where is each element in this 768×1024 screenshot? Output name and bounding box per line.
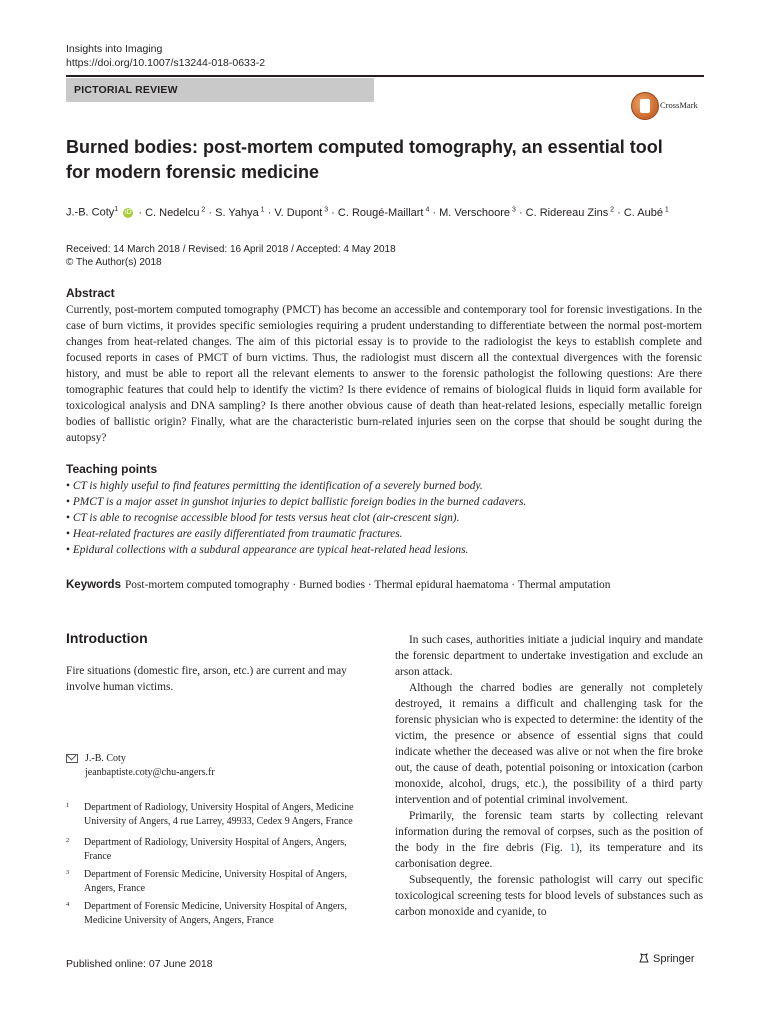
published-online: Published online: 07 June 2018 [66, 958, 213, 970]
body-paragraph: Although the charred bodies are generally not completely destroyed, it remains a difficult and challenging task for the forensic physician who is expected to determine: the identity of the victim, the presence or absence of essential signs that could indicate whether the deceased was alive or not when the fire broke out, the cause of death, potential poisoning or intoxication (carbon monoxide, alcohol, drugs, etc.), the possibility of a third party intervention and of potential criminal involvement. [395, 682, 703, 806]
author-rest [138, 207, 669, 219]
teaching-points-heading: Teaching points [66, 462, 158, 476]
author-separator: · [138, 206, 146, 219]
doi-link[interactable]: https://doi.org/10.1007/s13244-018-0633-2 [66, 57, 266, 69]
body-paragraph: In such cases, authorities initiate a judicial inquiry and mandate the forensic department to undertake investigation and exclude an arson attack. [395, 634, 703, 678]
body-right-column [395, 632, 703, 920]
author-affil-num: 2 [608, 206, 615, 213]
keywords [66, 577, 610, 593]
correspondence-email[interactable]: jeanbaptiste.coty@chu-angers.fr [85, 767, 215, 778]
author-separator: · [515, 206, 526, 219]
teaching-point: • CT is able to recognise accessible blood for tests versus heat clot (air-crescent sign). [66, 512, 460, 524]
author-affil-num: 1 [662, 206, 669, 213]
author-affil-num: 4 [423, 206, 430, 213]
abstract-heading: Abstract [66, 286, 115, 300]
author-affil-num: 2 [199, 206, 206, 213]
crossmark-badge[interactable] [631, 92, 703, 122]
teaching-points-list [66, 478, 702, 558]
figure-link[interactable]: 1 [569, 842, 576, 854]
crossmark-label: CrossMark [660, 100, 698, 110]
affiliation-number: 4 [66, 901, 70, 908]
author-name[interactable]: C. Rougé-Maillart [337, 206, 424, 219]
correspondence [66, 752, 374, 780]
author-affil-num: 3 [322, 206, 329, 213]
author-list [66, 203, 706, 220]
publisher-name: Springer [653, 953, 695, 965]
author-separator: · [205, 206, 216, 219]
introduction-heading: Introduction [66, 630, 148, 646]
article-dates [66, 243, 396, 269]
affiliation-number: 3 [66, 869, 70, 876]
teaching-point: • PMCT is a major asset in gunshot injuries to depict ballistic foreign bodies in the burned cadavers. [66, 496, 527, 508]
received-dates: Received: 14 March 2018 / Revised: 16 April 2018 / Accepted: 4 May 2018 [66, 244, 396, 255]
author-affil-num: 1 [114, 206, 119, 213]
teaching-point: • Heat-related fractures are easily differentiated from traumatic fractures. [66, 528, 403, 540]
correspondence-name: J.-B. Coty [85, 753, 126, 764]
affiliation [66, 836, 376, 864]
header-rule [66, 75, 704, 77]
keywords-text: Post-mortem computed tomography · Burned bodies · Thermal epidural haematoma · Thermal amputation [124, 579, 611, 591]
envelope-icon [66, 754, 78, 763]
journal-name: Insights into Imaging [66, 43, 163, 55]
author-separator: · [614, 206, 624, 219]
author-affil-num: 1 [258, 206, 265, 213]
abstract-text: Currently, post-mortem computed tomography (PMCT) has become an accessible and contemporary tool for forensic investigations. In the case of burn victims, it provides specific semiologies requiring a prudent understanding to differentiate between the normal post-mortem changes from heat-related changes. The aim of this pictorial essay is to provide to the radiologist the keys to establish complete and focused reports in cases of PMCT of burn victims. Thus, the radiologist must discern all the contextual divergences with the forensic history, and must be able to report all the relevant elements to answer to the forensic pathologist the following questions: Are there tomographic features that could help to identify the victim? Is there evidence of remains of biological fluids in liquid form available for toxicological analysis and DNA sampling? Is there another obvious cause of death than heat-related lesions, especially metallic foreign bodies of ballistic origin? Finally, what are the characteristic burn-related injuries seen on the corpse that should be sought during the autopsy? [66, 304, 702, 444]
affiliation-text: Department of Forensic Medicine, University Hospital of Angers, Medicine University of Angers, Angers, France [84, 901, 347, 926]
affiliation-text: Department of Forensic Medicine, University Hospital of Angers, Angers, France [84, 869, 347, 894]
body-paragraph: Primarily, the forensic team starts by collecting relevant information during the removal of corpses, such as the position of the body in the fire debris (Fig. 1), its temperature and its carbonisation degree. [395, 810, 703, 870]
author-name[interactable]: C. Nedelcu [145, 206, 200, 219]
affiliation [66, 868, 376, 896]
author-separator: · [264, 206, 275, 219]
introduction-paragraph: Fire situations (domestic fire, arson, etc.) are current and may involve human victims. [66, 665, 347, 693]
author-name[interactable]: C. Aubé [623, 206, 663, 219]
author-affil-num: 3 [510, 206, 516, 213]
copyright: © The Author(s) 2018 [66, 257, 162, 268]
journal-header [66, 42, 265, 70]
section-label: PICTORIAL REVIEW [74, 84, 178, 96]
affiliation-number: 2 [66, 837, 70, 844]
author-name[interactable]: C. Ridereau Zins [525, 206, 609, 219]
author-name[interactable]: S. Yahya [215, 206, 259, 219]
article-title: Burned bodies: post-mortem computed tomography, an essential tool for modern forensic medicine [66, 137, 663, 182]
body-paragraph: Subsequently, the forensic pathologist will carry out specific toxicological screening tests for blood levels of substances such as carbon monoxide and cyanide, to [395, 874, 703, 918]
author-name[interactable]: J.-B. Coty [66, 206, 115, 219]
author-name[interactable]: V. Dupont [274, 206, 323, 219]
teaching-point: • CT is highly useful to find features permitting the identification of a severely burned body. [66, 480, 483, 492]
keywords-heading: Keywords [66, 579, 121, 591]
crossmark-icon [631, 92, 659, 120]
affiliation-text: Department of Radiology, University Hospital of Angers, Angers, France [84, 837, 347, 862]
orcid-icon[interactable]: iD [124, 208, 132, 216]
author-name[interactable]: M. Verschoore [439, 206, 511, 219]
teaching-point: • Epidural collections with a subdural appearance are typical heat-related head lesions. [66, 544, 469, 556]
affiliation-number: 1 [66, 802, 70, 809]
affiliation-text: Department of Radiology, University Hospital of Angers, Medicine University of Angers, 4 rue Larrey, 49933, Cedex 9 Angers, France [84, 802, 354, 827]
affiliation [66, 900, 376, 928]
author-separator: · [328, 206, 338, 219]
springer-horse-icon [638, 952, 650, 964]
affiliation [66, 801, 376, 829]
publisher-logo [638, 952, 695, 965]
author-separator: · [429, 206, 440, 219]
